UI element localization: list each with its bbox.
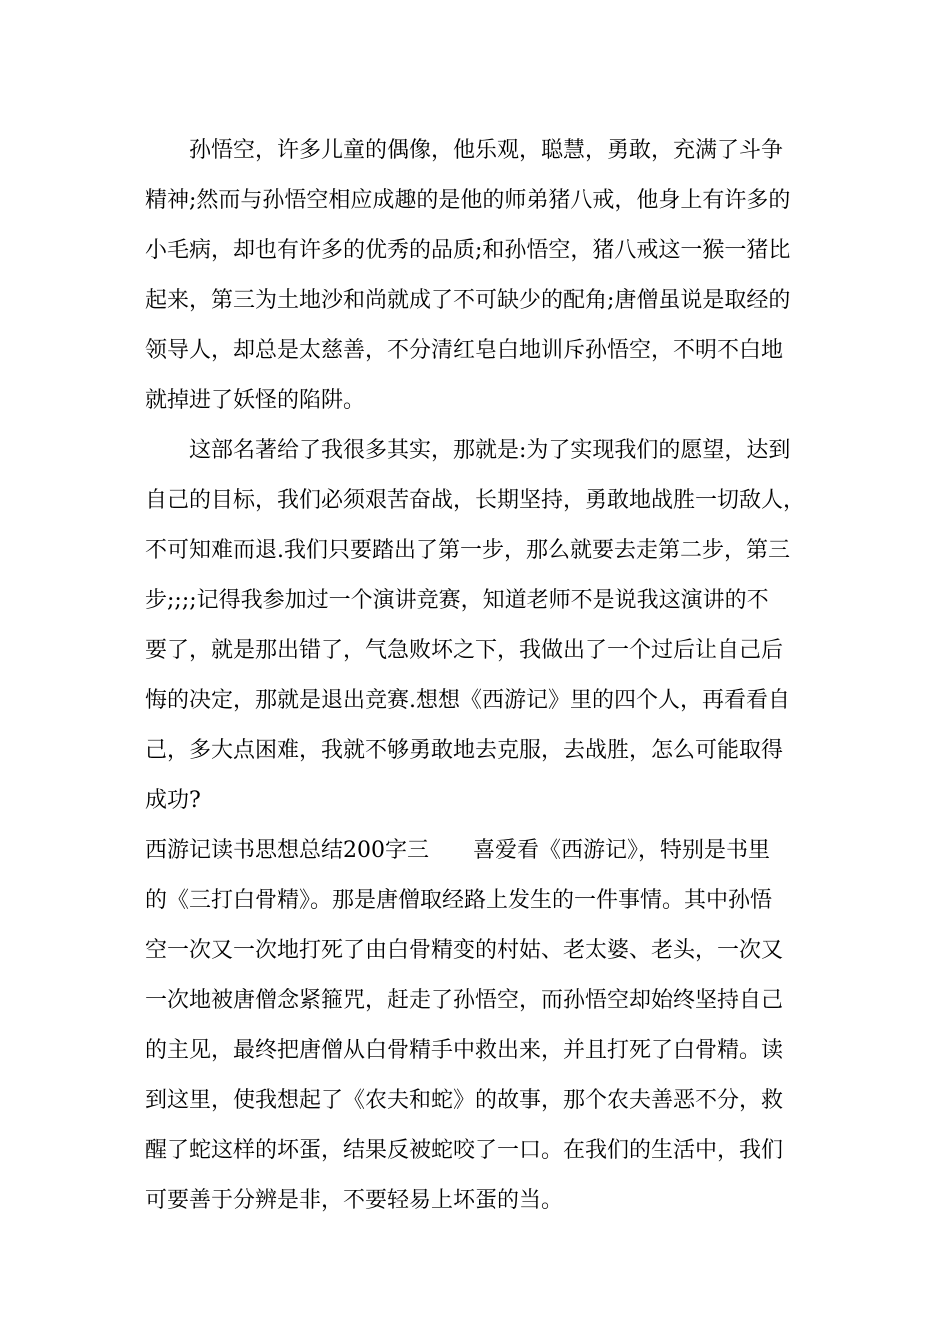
paragraph-2-line-5: 要了，就是那出错了，气急败坏之下，我做出了一个过后让自己后 — [145, 638, 784, 663]
paragraph-1-line-1: 孙悟空，许多儿童的偶像，他乐观，聪慧，勇敢，充满了斗争 — [189, 138, 784, 163]
paragraph-3-line-1: 西游记读书思想总结200字三 喜爱看《西游记》，特别是书里 — [145, 838, 770, 863]
paragraph-3-line-4: 一次地被唐僧念紧箍咒，赶走了孙悟空，而孙悟空却始终坚持自己 — [145, 988, 784, 1013]
paragraph-1-line-6: 就掉进了妖怪的陷阱。 — [145, 388, 366, 413]
paragraph-2-line-3: 不可知难而退.我们只要踏出了第一步，那么就要去走第二步，第三 — [145, 538, 790, 563]
paragraph-1-line-3: 小毛病，却也有许多的优秀的品质;和孙悟空，猪八戒这一猴一猪比 — [145, 238, 791, 263]
paragraph-2-line-2: 自己的目标，我们必须艰苦奋战，长期坚持，勇敢地战胜一切敌人， — [145, 488, 806, 513]
paragraph-2-line-6: 悔的决定，那就是退出竞赛.想想《西游记》里的四个人，再看看自 — [145, 688, 790, 713]
paragraph-1-line-5: 领导人，却总是太慈善，不分清红皂白地训斥孙悟空，不明不白地 — [145, 338, 784, 363]
paragraph-1-line-4: 起来，第三为土地沙和尚就成了不可缺少的配角;唐僧虽说是取经的 — [145, 288, 791, 313]
paragraph-2-line-1: 这部名著给了我很多其实，那就是:为了实现我们的愿望，达到 — [189, 438, 791, 463]
paragraph-2-line-8: 成功? — [145, 788, 201, 813]
paragraph-3-line-8: 可要善于分辨是非，不要轻易上坏蛋的当。 — [145, 1188, 564, 1213]
paragraph-3-line-5: 的主见，最终把唐僧从白骨精手中救出来，并且打死了白骨精。读 — [145, 1038, 784, 1063]
paragraph-3-line-7: 醒了蛇这样的坏蛋，结果反被蛇咬了一口。在我们的生活中，我们 — [145, 1138, 784, 1163]
paragraph-1-line-2: 精神;然而与孙悟空相应成趣的是他的师弟猪八戒，他身上有许多的 — [145, 188, 791, 213]
paragraph-3-line-2: 的《三打白骨精》。那是唐僧取经路上发生的一件事情。其中孙悟 — [145, 888, 773, 913]
paragraph-2-line-7: 己，多大点困难，我就不够勇敢地去克服，去战胜，怎么可能取得 — [145, 738, 784, 763]
paragraph-2-line-4: 步;;;;记得我参加过一个演讲竞赛，知道老师不是说我这演讲的不 — [145, 588, 769, 613]
paragraph-3-line-3: 空一次又一次地打死了由白骨精变的村姑、老太婆、老头，一次又 — [145, 938, 784, 963]
paragraph-3-line-6: 到这里，使我想起了《农夫和蛇》的故事，那个农夫善恶不分，救 — [145, 1088, 784, 1113]
